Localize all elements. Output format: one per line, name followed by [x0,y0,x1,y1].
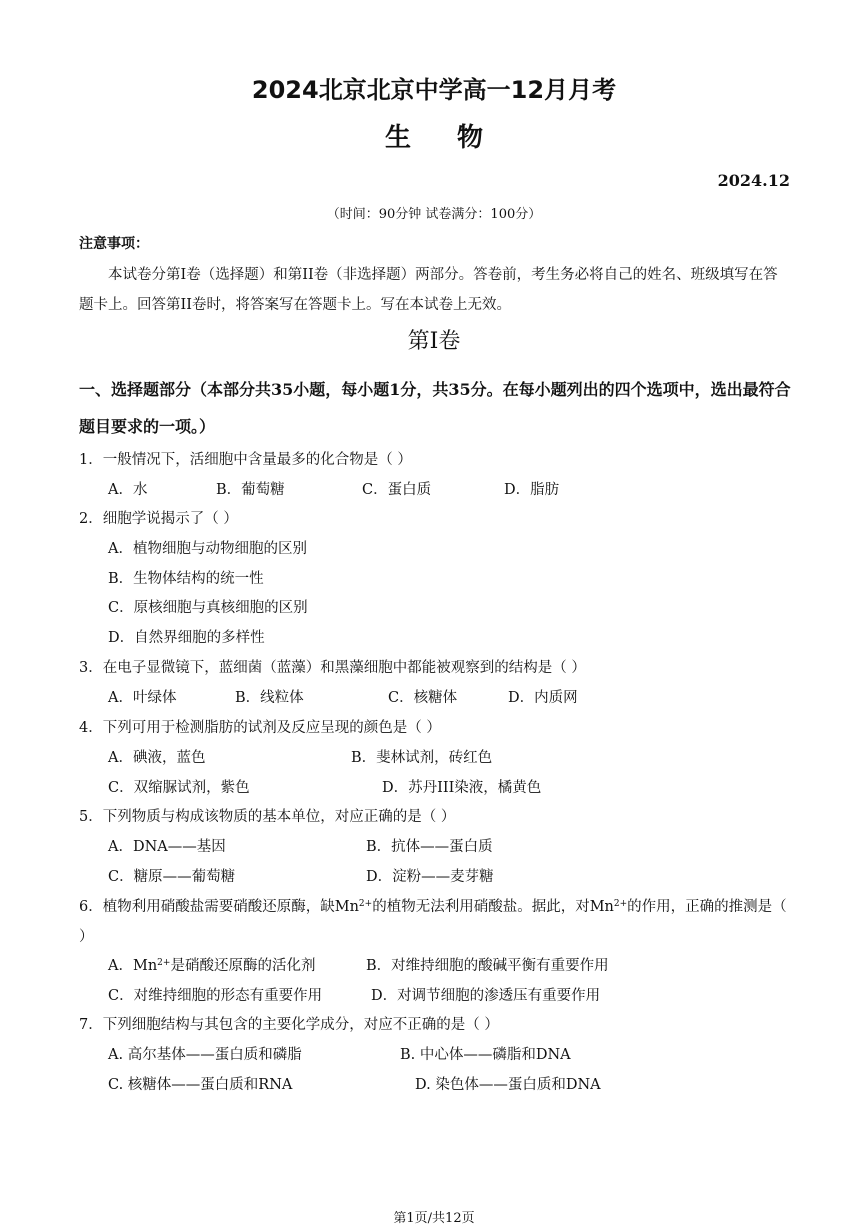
exam-date: 2024.12 [717,171,790,190]
question-stem: 2．细胞学说揭示了（ ） [79,511,238,527]
subject-title: 生物 [384,123,529,153]
option: A．DNA——基因 [108,839,226,855]
option: D．自然界细胞的多样性 [108,630,265,646]
option: D．苏丹III染液，橘黄色 [382,780,542,796]
option: A．水 [108,482,148,498]
option: B．抗体——蛋白质 [366,839,493,855]
option: C．核糖体 [388,690,458,706]
option: B．斐林试剂，砖红色 [351,750,493,766]
question-stem: 6．植物利用硝酸盐需要硝酸还原酶，缺$Mn^{2+}$的植物无法利用硝酸盐。据此，对$Mn^{2+}$的作用，正确的推测是（ ） [79,899,787,945]
option: D．淀粉——麦芽糖 [366,869,494,885]
option: C．糖原——葡萄糖 [108,869,236,885]
option: B．线粒体 [235,690,304,706]
option: D．内质网 [508,690,578,706]
option: B．葡萄糖 [216,482,285,498]
question-stem: 3．在电子显微镜下，蓝细菌（蓝藻）和黑藻细胞中都能被观察到的结构是（ ） [79,660,586,676]
option: C．原核细胞与真核细胞的区别 [108,600,308,616]
option: A．叶绿体 [108,690,177,706]
option: A．$Mn^{2+}$是硝酸还原酶的活化剂 [108,958,316,974]
option: D. 染色体——蛋白质和DNA [415,1077,601,1093]
option: C．对维持细胞的形态有重要作用 [108,988,323,1004]
option: B. 中心体——磷脂和DNA [400,1047,571,1063]
option: B．生物体结构的统一性 [108,571,264,587]
option: A．植物细胞与动物细胞的区别 [108,541,307,557]
option: A．碘液，蓝色 [108,750,206,766]
option: D．脂肪 [504,482,560,498]
volume-title: 第I卷 [407,329,461,354]
question-stem: 7．下列细胞结构与其包含的主要化学成分，对应不正确的是（ ） [79,1017,499,1033]
option: A. 高尔基体——蛋白质和磷脂 [108,1047,302,1063]
time-info: （时间：90分钟 试卷满分：100分） [326,207,542,222]
option: C. 核糖体——蛋白质和RNA [108,1077,293,1093]
option: C．双缩脲试剂，紫色 [108,780,250,796]
exam-title: 2024北京北京中学高一12月月考 [251,76,617,104]
question-stem: 5．下列物质与构成该物质的基本单位，对应正确的是（ ） [79,809,456,825]
option: B．对维持细胞的酸碱平衡有重要作用 [366,958,609,974]
question-stem: 4．下列可用于检测脂肪的试剂及反应呈现的颜色是（ ） [79,720,441,736]
option: D．对调节细胞的渗透压有重要作用 [371,988,601,1004]
notice-heading: 注意事项： [79,236,149,252]
question-stem: 1．一般情况下，活细胞中含量最多的化合物是（ ） [79,452,412,468]
page-number: 第1页/共12页 [393,1211,475,1226]
option: C．蛋白质 [362,482,432,498]
section-heading: 一、选择题部分（本部分共35小题，每小题1分，共35分。在每小题列出的四个选项中，选出最符合题目要求的一项。） [79,380,791,436]
notice-text: 本试卷分第I卷（选择题）和第II卷（非选择题）两部分。答卷前，考生务必将自己的姓名、班级填写在答题卡上。回答第II卷时，将答案写在答题卡上。写在本试卷上无效。 [79,267,778,313]
